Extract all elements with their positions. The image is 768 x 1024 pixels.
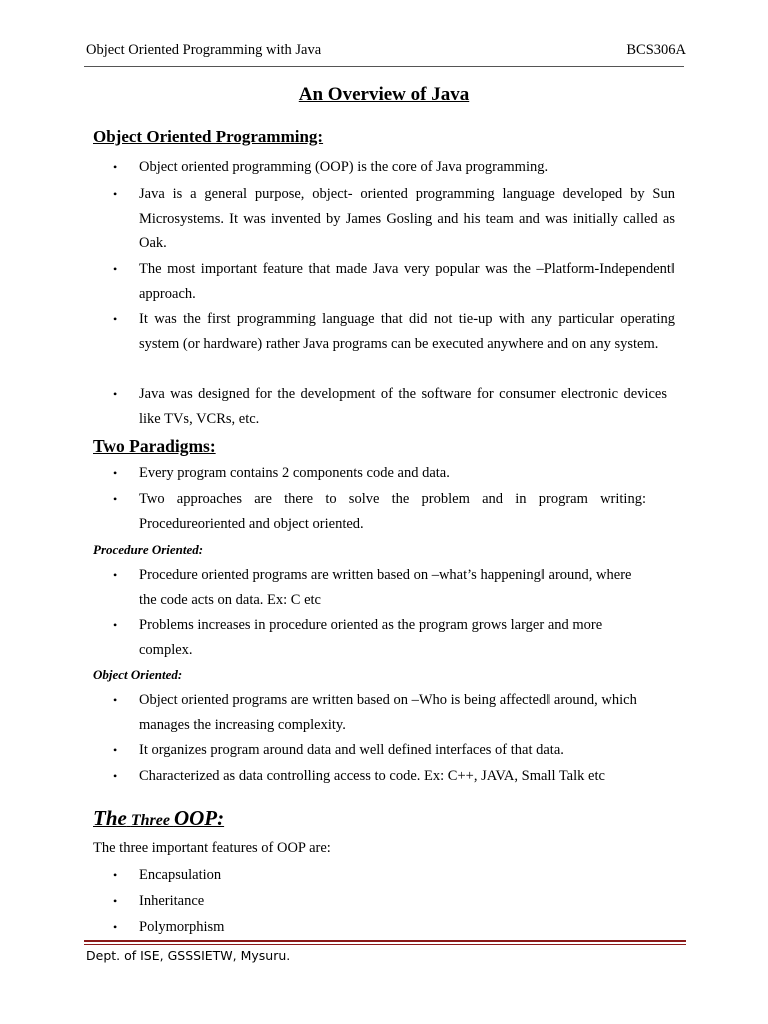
heading-object-oriented: Object Oriented:	[93, 667, 183, 682]
bullet-icon: •	[113, 693, 118, 707]
list-item: Problems increases in procedure oriented as the program grows larger and more complex.	[139, 617, 603, 658]
heading-three-oop-part-2: Three	[130, 812, 170, 829]
bullet-icon: •	[113, 920, 118, 934]
list-item: It was the first programming language that did not tie-up with any particular operating system (or hardware) rather Java programs can be executed anywhere and on any system.	[139, 311, 675, 352]
page-title: An Overview of Java	[298, 84, 470, 105]
bullet-icon: •	[113, 187, 118, 201]
header-course-title: Object Oriented Programming with Java	[86, 42, 322, 58]
bullet-icon: •	[113, 618, 118, 632]
bullet-icon: •	[113, 568, 118, 582]
bullet-icon: •	[113, 769, 118, 783]
list-item: Procedure oriented programs are written based on –what’s happening‖ around, where the code acts on data. Ex: C etc	[139, 567, 632, 608]
list-item: Java was designed for the development of the software for consumer electronic devices like TVs, VCRs, etc.	[139, 386, 667, 427]
page-footer: Dept. of ISE, GSSSIETW, Mysuru.	[86, 948, 291, 963]
bullet-icon: •	[113, 160, 118, 174]
bullet-icon: •	[113, 466, 118, 480]
header-divider	[84, 66, 684, 67]
list-item: Every program contains 2 components code and data.	[139, 465, 450, 481]
list-item: Java is a general purpose, object- oriented programming language developed by Sun Microsystems. It was invented by James Gosling and his team and was initially called as Oak.	[139, 186, 675, 251]
bullet-icon: •	[113, 312, 118, 326]
list-item: Encapsulation	[139, 867, 222, 883]
bullet-icon: •	[113, 492, 118, 506]
list-item: Two approaches are there to solve the problem and in program writing: Procedureoriented and object oriented.	[139, 491, 646, 532]
bullet-icon: •	[113, 894, 118, 908]
list-item: Object oriented programs are written based on –Who is being affected‖ around, which manages the increasing complexity.	[139, 692, 637, 733]
footer-divider-thick	[84, 940, 686, 942]
bullet-icon: •	[113, 262, 118, 276]
list-item: Polymorphism	[139, 919, 225, 935]
heading-object-oriented-programming: Object Oriented Programming:	[93, 127, 324, 146]
page-header	[86, 42, 686, 62]
heading-three-oop	[93, 806, 224, 831]
heading-three-oop-part-1: The	[93, 806, 127, 830]
list-item: Object oriented programming (OOP) is the core of Java programming.	[139, 159, 549, 175]
list-item: Characterized as data controlling access to code. Ex: C++, JAVA, Small Talk etc	[139, 768, 605, 784]
bullet-icon: •	[113, 387, 118, 401]
list-item: It organizes program around data and well defined interfaces of that data.	[139, 742, 564, 758]
heading-two-paradigms: Two Paradigms:	[93, 436, 216, 456]
list-item: The most important feature that made Java very popular was the –Platform-Independent‖ approach.	[139, 261, 675, 302]
three-oop-intro: The three important features of OOP are:	[93, 840, 331, 856]
header-course-code: BCS306A	[626, 42, 686, 58]
footer-divider-thin	[84, 944, 686, 945]
list-item: Inheritance	[139, 893, 205, 909]
bullet-icon: •	[113, 743, 118, 757]
heading-three-oop-part-3: OOP:	[173, 806, 225, 830]
heading-procedure-oriented: Procedure Oriented:	[93, 542, 204, 557]
bullet-icon: •	[113, 868, 118, 882]
